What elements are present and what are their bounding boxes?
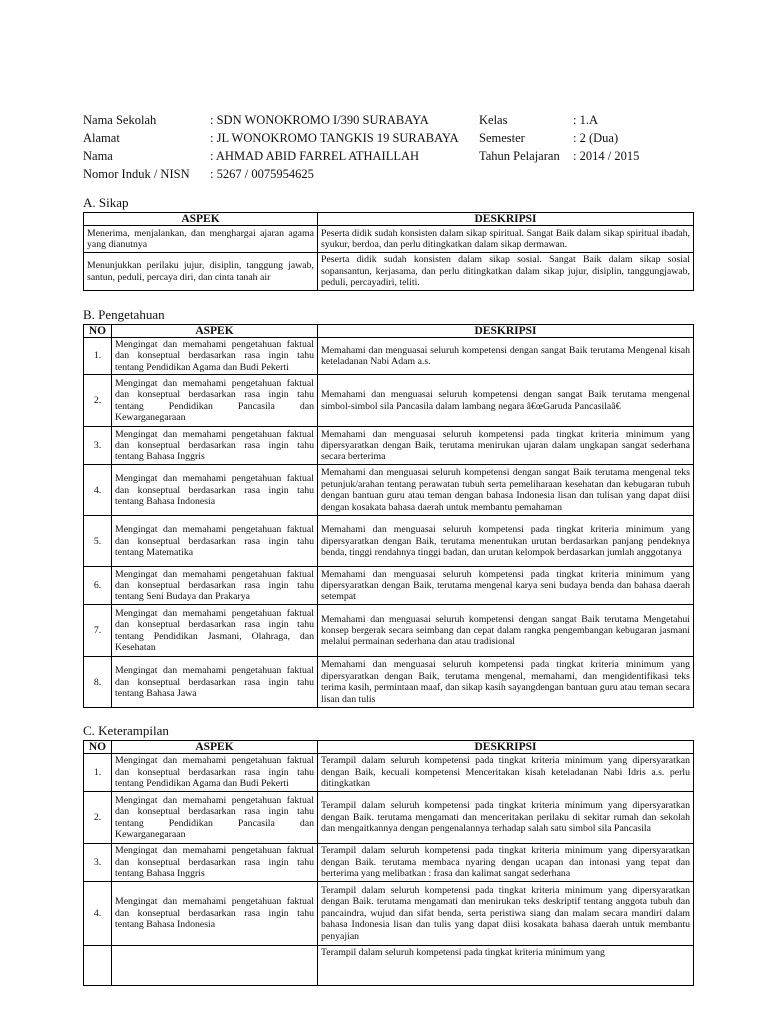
student-id-value: : 5267 / 0075954625 <box>210 167 314 181</box>
table-header-row <box>84 213 694 226</box>
no-cell: 2. <box>84 375 112 427</box>
no-cell: 7. <box>84 605 112 657</box>
table-row <box>84 946 694 986</box>
aspek-cell: Mengingat dan memahami pengetahuan faktual dan konseptual berdasarkan rasa ingin tahu tentang Bahasa Inggris <box>112 844 318 882</box>
header-deskripsi: DESKRIPSI <box>318 213 694 226</box>
table-row <box>84 375 694 427</box>
aspek-cell <box>112 946 318 986</box>
aspek-cell: Mengingat dan memahami pengetahuan faktual dan konseptual berdasarkan rasa ingin tahu tentang Matematika <box>112 516 318 567</box>
deskripsi-cell: Terampil dalam seluruh kompetensi pada tingkat kriteria minimum yang dipersyaratkan dengan Baik, kecuali kompetensi Menceritakan kisah keteladanan Nabi Idris a.s. perlu ditingkatkan <box>318 754 694 792</box>
header-deskripsi: DESKRIPSI <box>318 325 694 338</box>
table-row <box>84 792 694 844</box>
student-name-label: Nama <box>83 149 113 163</box>
class-label: Kelas <box>479 113 508 127</box>
no-cell: 4. <box>84 465 112 516</box>
header-deskripsi: DESKRIPSI <box>318 741 694 754</box>
aspek-cell: Mengingat dan memahami pengetahuan faktual dan konseptual berdasarkan rasa ingin tahu tentang Seni Budaya dan Prakarya <box>112 567 318 605</box>
no-cell: 2. <box>84 792 112 844</box>
table-row <box>84 465 694 516</box>
table-row <box>84 516 694 567</box>
table-row <box>84 427 694 465</box>
no-cell: 8. <box>84 657 112 708</box>
header-aspek: ASPEK <box>112 741 318 754</box>
keterampilan-table <box>83 740 694 986</box>
header-no: NO <box>84 325 112 338</box>
aspek-cell: Mengingat dan memahami pengetahuan faktual dan konseptual berdasarkan rasa ingin tahu tentang Bahasa Indonesia <box>112 465 318 516</box>
aspek-cell: Mengingat dan memahami pengetahuan faktual dan konseptual berdasarkan rasa ingin tahu tentang Pendidikan Pancasila dan Kewarganegaraan <box>112 792 318 844</box>
address-label: Alamat <box>83 131 120 145</box>
no-cell: 1. <box>84 754 112 792</box>
no-cell: 3. <box>84 427 112 465</box>
table-row <box>84 754 694 792</box>
school-year-label: Tahun Pelajaran <box>479 149 560 163</box>
aspek-cell: Mengingat dan memahami pengetahuan faktual dan konseptual berdasarkan rasa ingin tahu tentang Pendidikan Agama dan Budi Pekerti <box>112 754 318 792</box>
table-row <box>84 567 694 605</box>
aspek-cell: Mengingat dan memahami pengetahuan faktual dan konseptual berdasarkan rasa ingin tahu tentang Pendidikan Agama dan Budi Pekerti <box>112 338 318 375</box>
deskripsi-cell: Terampil dalam seluruh kompetensi pada tingkat kriteria minimum yang dipersyaratkan dengan Baik. terutama mengamati dan menirukan teks deskriptif tentang anggota tubuh dan pancaindra, wujud dan sifat benda, serta peristiwa siang dan malam secara mandiri dalam bahasa Indonesia lisan dan tulis yang dapat diisi kosakata bahasa daerah untuk membantu penyajian <box>318 882 694 946</box>
no-cell: 1. <box>84 338 112 375</box>
no-cell: 3. <box>84 844 112 882</box>
table-row <box>84 657 694 708</box>
table-header-row <box>84 741 694 754</box>
sikap-table <box>83 212 694 291</box>
aspek-cell: Mengingat dan memahami pengetahuan faktual dan konseptual berdasarkan rasa ingin tahu tentang Pendidikan Jasmani, Olahraga, dan Kesehatan <box>112 605 318 657</box>
deskripsi-cell: Memahami dan menguasai seluruh kompetensi dengan sangat Baik terutama Mengenal kisah keteladanan Nabi Adam a.s. <box>318 338 694 375</box>
deskripsi-cell: Terampil dalam seluruh kompetensi pada tingkat kriteria minimum yang dipersyaratkan dengan Baik. terutama mengamati dan menceritakan perilaku di sekitar rumah dan sekolah dan mengaitkannya dengan pengenalannya terhadap salah satu simbol sila Pancasila <box>318 792 694 844</box>
deskripsi-cell: Memahami dan menguasai seluruh kompetensi pada tingkat kriteria minimum yang dipersyaratkan dengan Baik, terutama menentukan urutan berdasarkan panjang pendeknya benda, tinggi rendahnya tinggi badan, dan urutan kelompok berdasarkan jumlah anggotanya <box>318 516 694 567</box>
deskripsi-cell: Memahami dan menguasai seluruh kompetensi pada tingkat kriteria minimum yang dipersyaratkan dengan Baik, terutama menirukan ujaran dalam ungkapan sangat sederhana secara berterima <box>318 427 694 465</box>
school-name-value: : SDN WONOKROMO I/390 SURABAYA <box>210 113 429 127</box>
section-pengetahuan-title: B. Pengetahuan <box>83 307 165 322</box>
deskripsi-cell: Peserta didik sudah konsisten dalam sikap spiritual. Sangat Baik dalam sikap spiritual ibadah, syukur, berdoa, dan perlu ditingkatkan dalam sikap dermawan. <box>318 226 694 253</box>
deskripsi-cell: Terampil dalam seluruh kompetensi pada tingkat kriteria minimum yang dipersyaratkan dengan Baik. terutama membaca nyaring dengan ucapan dan intonasi yang tepat dan berterima yang melibatkan : frasa dan kalimat sangat sederhana <box>318 844 694 882</box>
semester-label: Semester <box>479 131 525 145</box>
aspek-cell: Mengingat dan memahami pengetahuan faktual dan konseptual berdasarkan rasa ingin tahu tentang Bahasa Jawa <box>112 657 318 708</box>
no-cell: 4. <box>84 882 112 946</box>
class-value: : 1.A <box>573 113 598 127</box>
semester-value: : 2 (Dua) <box>573 131 619 145</box>
student-name-value: : AHMAD ABID FARREL ATHAILLAH <box>210 149 420 163</box>
aspek-cell: Mengingat dan memahami pengetahuan faktual dan konseptual berdasarkan rasa ingin tahu tentang Pendidikan Pancasila dan Kewarganegaraan <box>112 375 318 427</box>
deskripsi-cell: Peserta didik sudah konsisten dalam sikap sosial. Sangat Baik dalam sikap sosial sopansantun, kerjasama, dan perlu ditingkatkan dalam sikap jujur, disiplin, tanggungjawab, peduli, percayadiri, teliti. <box>318 253 694 291</box>
no-cell: 5. <box>84 516 112 567</box>
aspek-cell: Menerima, menjalankan, dan menghargai ajaran agama yang dianutnya <box>84 226 318 253</box>
pengetahuan-table <box>83 324 694 708</box>
table-row <box>84 882 694 946</box>
aspek-cell: Mengingat dan memahami pengetahuan faktual dan konseptual berdasarkan rasa ingin tahu tentang Bahasa Inggris <box>112 427 318 465</box>
student-id-label: Nomor Induk / NISN <box>83 167 190 181</box>
deskripsi-cell: Memahami dan menguasai seluruh kompetensi dengan sangat Baik terutama mengenal teks petunjuk/arahan tentang perawatan tubuh serta pemeliharaan kesehatan dan kebugaran tubuh dengan bantuan guru atau teman dengan bahasa Indonesia lisan dan tulisan yang dapat diisi dengan kosakata bahasa daerah untuk membantu pemahaman <box>318 465 694 516</box>
no-cell <box>84 946 112 986</box>
deskripsi-cell: Memahami dan menguasai seluruh kompetensi pada tingkat kriteria minimum yang dipersyaratkan dengan Baik, terutama mengenal, memahami, dan mengidentifikasi teks terima kasih, permintaan maaf, dan sikap kasih sayangdengan bantuan guru atau teman secara lisan dan tulis <box>318 657 694 708</box>
section-sikap-title: A. Sikap <box>83 195 129 210</box>
deskripsi-cell: Memahami dan menguasai seluruh kompetensi dengan sangat Baik terutama mengenal simbol-simbol sila Pancasila dalam lambang negara â€œGaruda Pancasilaâ€ <box>318 375 694 427</box>
aspek-cell: Mengingat dan memahami pengetahuan faktual dan konseptual berdasarkan rasa ingin tahu tentang Bahasa Indonesia <box>112 882 318 946</box>
deskripsi-cell: Memahami dan menguasai seluruh kompetensi pada tingkat kriteria minimum yang dipersyaratkan dengan Baik, terutama mengenal karya seni budaya benda dan bahasa daerah setempat <box>318 567 694 605</box>
table-row <box>84 844 694 882</box>
no-cell: 6. <box>84 567 112 605</box>
table-row <box>84 226 694 253</box>
table-row <box>84 253 694 291</box>
header-aspek: ASPEK <box>112 325 318 338</box>
school-year-value: : 2014 / 2015 <box>573 149 640 163</box>
header-aspek: ASPEK <box>84 213 318 226</box>
table-row <box>84 605 694 657</box>
table-header-row <box>84 325 694 338</box>
deskripsi-cell: Memahami dan menguasai seluruh kompetensi dengan sangat Baik terutama Mengetahui konsep bergerak secara seimbang dan cepat dalam rangka pengembangan kebugaran jasmani melalui permainan sederhana dan atau tradisional <box>318 605 694 657</box>
school-name-label: Nama Sekolah <box>83 113 157 127</box>
header-no: NO <box>84 741 112 754</box>
table-row <box>84 338 694 375</box>
section-keterampilan-title: C. Keterampilan <box>83 723 169 738</box>
aspek-cell: Menunjukkan perilaku jujur, disiplin, tanggung jawab, santun, peduli, percaya diri, dan cinta tanah air <box>84 253 318 291</box>
deskripsi-cell: Terampil dalam seluruh kompetensi pada tingkat kriteria minimum yang <box>318 946 694 986</box>
address-value: : JL WONOKROMO TANGKIS 19 SURABAYA <box>210 131 459 145</box>
